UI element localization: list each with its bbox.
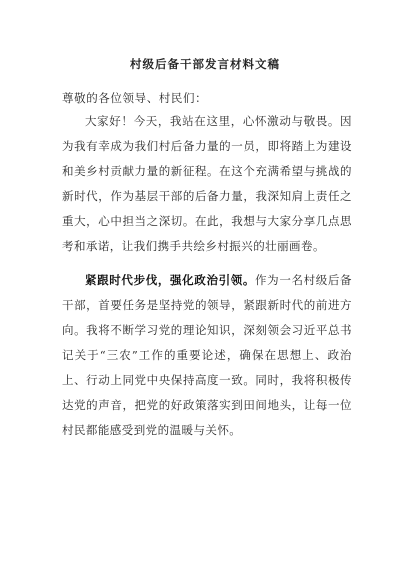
paragraph-text: 作为一名村级后备干部，首要任务是坚持党的领导，紧跟新时代的前进方向。我将不断学习党的理论知识，深刻领会习近平总书记关于“三农”工作的重要论述，确保在思想上、政治上、行动上同党中央保持高度一致。同时，我将积极传达党的声音，把党的好政策落实到田间地头，让每一位村民都能感受到党的温暖与关怀。 — [62, 273, 352, 437]
paragraph-lead-heading: 紧跟时代步伐，强化政治引领。 — [85, 273, 256, 287]
paragraph-greeting — [62, 109, 352, 259]
document-title: 村级后备干部发言材料文稿 — [130, 57, 280, 71]
paragraph-text: 大家好！今天，我站在这里，心怀激动与敬畏。因为我有幸成为我们村后备力量的一员，即将踏上为建设和美乡村贡献力量的新征程。在这个充满希望与挑战的新时代，作为基层干部的后备力量，我深知肩上责任之重大，心中担当之深切。在此，我想与大家分享几点思考和承诺，让我们携手共绘乡村振兴的壮丽画卷。 — [62, 114, 352, 253]
salutation: 尊敬的各位领导、村民们： — [62, 91, 208, 105]
paragraph-political-guidance — [62, 268, 352, 443]
